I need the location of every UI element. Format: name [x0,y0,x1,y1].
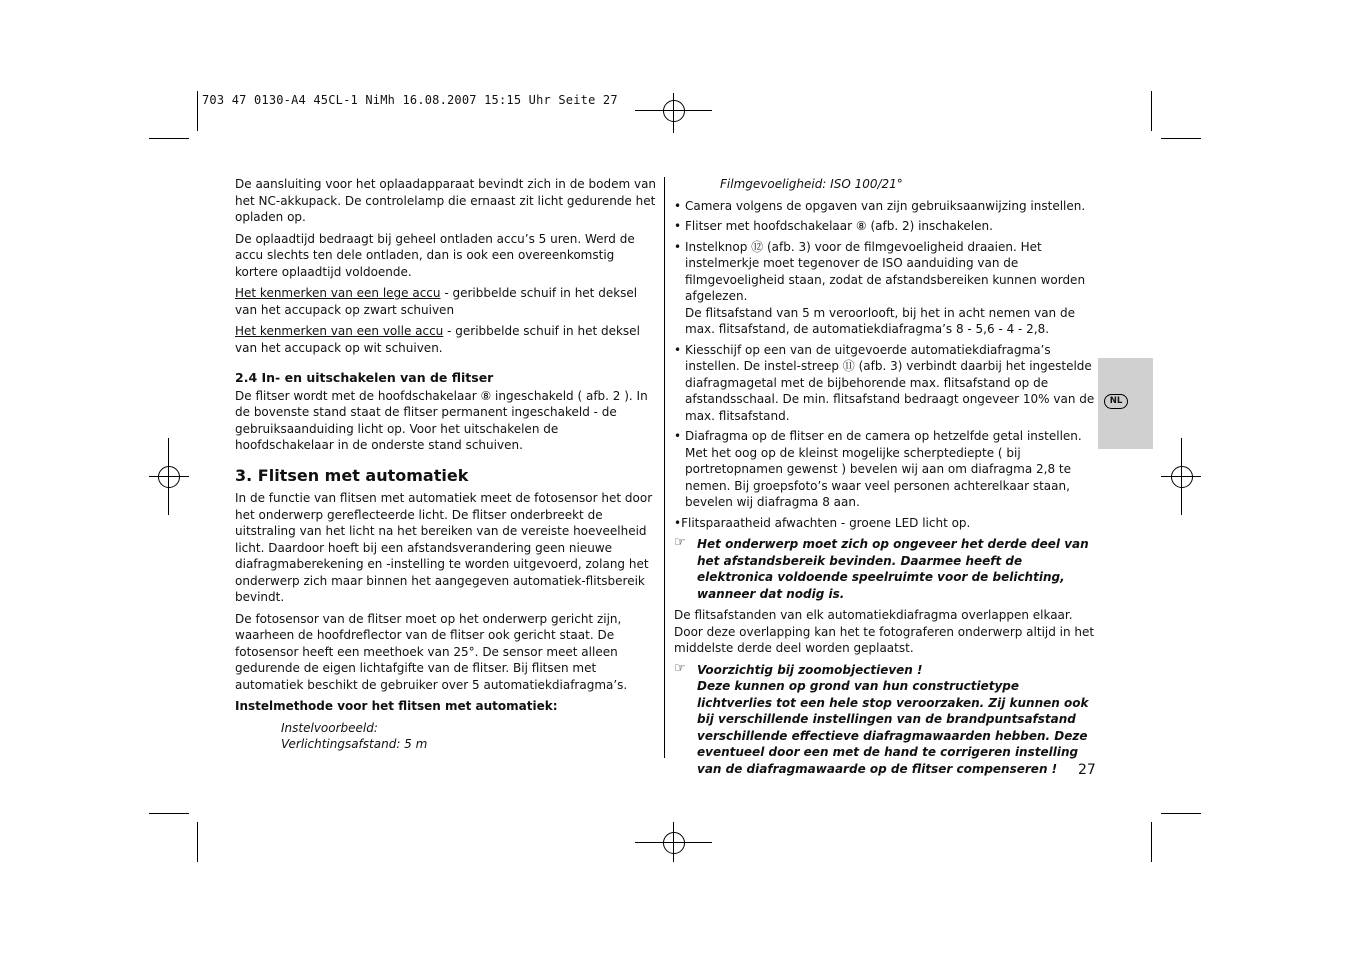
paragraph: De flitsafstanden van elk automatiekdiafragma overlappen elkaar. Door deze overlapping kan het te fotograferen onderwerp altijd in het middelste derde deel worden geplaatst. [674,608,1095,655]
language-badge: NL [1104,394,1128,409]
paragraph: •Flitsparaatheid afwachten - groene LED licht op. [674,515,971,530]
print-header: 703 47 0130-A4 45CL-1 NiMh 16.08.2007 15:15 Uhr Seite 27 [202,93,618,107]
list-item: • Instelknop ⑫ (afb. 3) voor de filmgevoeligheid draaien. Het instelmerkje moet tegenover de ISO aanduiding van de filmgevoeligheid staan, zodat de afstandsbereiken kunnen worden afgelezen. De flitsafstand van 5 m veroorlooft, bij het in acht nemen van de max. flitsafstand, de automatiekdiafragma’s 8 - 5,6 - 4 - 2,8. [674,239,1086,336]
paragraph: Het kenmerken van een lege accu - geribbelde schuif in het deksel van het accupack op zwart schuiven [235,286,638,317]
underlined-term: Het kenmerken van een volle accu [235,324,444,338]
list-item: • Kiesschijf op een van de uitgevoerde automatiekdiafragma’s instellen. De instel-streep ⑪ (afb. 3) verbindt daarbij het ingestelde diafragmagetal met de bijbehorende max. flitsafstand op de afstandsschaal. De min. flitsafstand bedraagt ongeveer 10% van de max. flitsafstand. [674,342,1095,423]
chapter-heading: 3. Flitsen met automatiek [235,465,469,485]
example-label: Instelvoorbeeld: [281,720,378,735]
paragraph: De fotosensor van de flitser moet op het onderwerp gericht zijn, waarheen de hoofdreflector van de flitser ook gericht staat. De fotosensor heeft een meethoek van 25°. De sensor meet alleen gedurende de eigen lichtafgifte van de flitser. Bij flitsen met automatiek beschikt de gebruiker over 5 automatiekdiafragma’s. [235,611,628,692]
note: ☞ Voorzichtig bij zoomobjectieven ! Deze kunnen op grond van hun constructietype lichtverlies tot een hele stop veroorzaken. Zij kunnen ook bij verschillende instellingen van de brandpuntsafstand verschillende effectieve diafragmawaarden hebben. Deze eventueel door een met de hand te corrigeren instelling van de diafragmawaarde op de flitser compenseren ! [674,660,1089,776]
paragraph: Het kenmerken van een volle accu - geribbelde schuif in het deksel van het accupack op wit schuiven. [235,324,640,355]
list-item: • Diafragma op de flitser en de camera op hetzelfde getal instellen. Met het oog op de kleinst mogelijke scherptediepte ( bij portretopnamen gewenst ) bevelen wij aan om diafragma 2,8 te nemen. Bij groepsfoto’s waar veel personen achterelkaar staan, bevelen wij diafragma 8 aan. [674,429,1082,509]
list-item: • Flitser met hoofdschakelaar ⑧ (afb. 2) inschakelen. [674,219,993,233]
example-distance: Verlichtingsafstand: 5 m [281,737,428,751]
page-number: 27 [1078,762,1096,778]
paragraph: De oplaadtijd bedraagt bij geheel ontladen accu’s 5 uren. Werd de accu slechts ten dele ontladen, dan is ook een overeenkomstig kortere oplaadtijd voldoende. [235,231,635,279]
right-column [674,176,1096,782]
column-divider [664,177,665,758]
pointing-hand-icon: ☞ [674,535,686,550]
underlined-term: Het kenmerken van een lege accu [235,286,441,300]
list-item: • Camera volgens de opgaven van zijn gebruiksaanwijzing instellen. [674,198,1086,213]
paragraph: De aansluiting voor het oplaadapparaat bevindt zich in de bodem van het NC-akkupack. De controlelamp die ernaast zit licht gedurende het opladen op. [235,177,657,224]
section-heading: 2.4 In- en uitschakelen van de flitser [235,370,494,385]
pointing-hand-icon: ☞ [674,660,686,676]
left-column [235,176,657,753]
note: ☞ Het onderwerp moet zich op ongeveer het derde deel van het afstandsbereik bevinden. Daarmee heeft de elektronica voldoende speelruimte voor de belichting, wanneer dat nodig is. [674,535,1089,601]
paragraph: In de functie van flitsen met automatiek meet de fotosensor het door het onderwerp gereflecteerde licht. De flitser onderbreekt de uitstraling van het licht na het bereiken van de vereiste hoeveelheid licht. Daardoor hoeft bij een afstandsverandering geen nieuwe diafragmaberekening en -instelling te worden uitgevoerd, zolang het onderwerp zich maar binnen het aangegeven automatiek-flitsbereik bevindt. [235,491,653,604]
paragraph: De flitser wordt met de hoofdschakelaar ⑧ ingeschakeld ( afb. 2 ). In de bovenste stand staat de flitser permanent ingeschakeld - de gebruiksaanduiding licht op. Voor het uitschakelen de hoofdschakelaar in de onderste stand schuiven. [235,388,648,452]
method-heading: Instelmethode voor het flitsen met automatiek: [235,699,558,713]
film-speed: Filmgevoeligheid: ISO 100/21° [720,177,903,191]
